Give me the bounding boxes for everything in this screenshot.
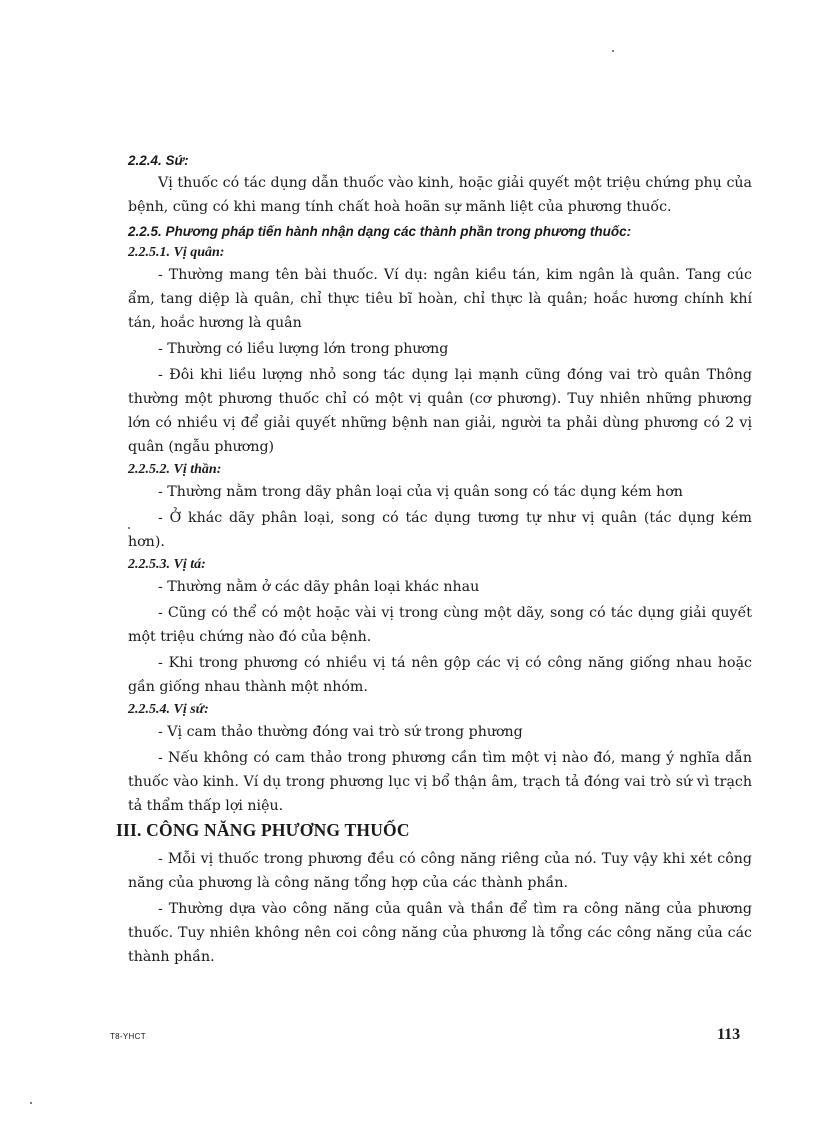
scan-speck	[612, 50, 614, 52]
section-heading-2-2-5: 2.2.5. Phương pháp tiến hành nhận dạng các thành phần trong phương thuốc:	[128, 224, 632, 239]
footer-code: T8-YHCT	[110, 1032, 146, 1041]
paragraph: - Thường mang tên bài thuốc. Ví dụ: ngân kiều tán, kim ngân là quân. Tang cúc ẩm, tang diệp là quân, chỉ thực tiêu bĩ hoàn, chỉ thực là quân; hoắc hương chính khí tán, hoắc hương là quân	[128, 267, 752, 331]
paragraph: - Ở khác dãy phân loại, song có tác dụng tương tự như vị quân (tác dụng kém hơn).	[128, 510, 752, 550]
paragraph: - Nếu không có cam thảo trong phương cần tìm một vị nào đó, mang ý nghĩa dẫn thuốc vào kinh. Ví dụ trong phương lục vị bổ thận âm, trạch tả đóng vai trò sứ vì trạch tả thẩm thấp lợi niệu.	[128, 750, 752, 814]
section-heading-2-2-5-1: 2.2.5.1. Vị quân:	[128, 245, 225, 260]
paragraph: - Thường nằm trong dãy phân loại của vị quân song có tác dụng kém hơn	[158, 484, 683, 500]
section-heading-2-2-5-2: 2.2.5.2. Vị thần:	[128, 462, 222, 477]
section-heading-2-2-4: 2.2.4. Sứ:	[128, 153, 189, 168]
paragraph: - Cũng có thể có một hoặc vài vị trong cùng một dãy, song có tác dụng giải quyết một triệu chứng nào đó của bệnh.	[128, 605, 752, 645]
page-number: 113	[717, 1026, 741, 1043]
document-body	[116, 150, 752, 971]
paragraph: - Thường có liều lượng lớn trong phương	[158, 341, 449, 357]
section-heading-2-2-5-3: 2.2.5.3. Vị tá:	[128, 557, 206, 572]
paragraph: Vị thuốc có tác dụng dẫn thuốc vào kinh, hoặc giải quyết một triệu chứng phụ của bệnh, cũng có khi mang tính chất hoà hoãn sự mãnh liệt của phương thuốc.	[128, 175, 752, 215]
scan-speck	[30, 1102, 32, 1104]
paragraph: - Đôi khi liều lượng nhỏ song tác dụng lại mạnh cũng đóng vai trò quân Thông thường một phương thuốc chỉ có một vị quân (cơ phương). Tuy nhiên những phương lớn có nhiều vị để giải quyết những bệnh nan giải, người ta phải dùng phương có 2 vị quân (ngẫu phương)	[128, 367, 752, 455]
paragraph: - Mỗi vị thuốc trong phương đều có công năng riêng của nó. Tuy vậy khi xét công năng của phương là công năng tổng hợp của các thành phần.	[128, 851, 752, 891]
paragraph: - Thường dựa vào công năng của quân và thần để tìm ra công năng của phương thuốc. Tuy nhiên không nên coi công năng của phương là tổng các công năng của các thành phần.	[128, 901, 752, 965]
section-heading-2-2-5-4: 2.2.5.4. Vị sứ:	[128, 702, 209, 717]
paragraph: - Thường nằm ở các dãy phân loại khác nhau	[158, 579, 480, 595]
paragraph: - Vị cam thảo thường đóng vai trò sứ trong phương	[158, 724, 523, 740]
main-heading: III. CÔNG NĂNG PHƯƠNG THUỐC	[116, 820, 410, 840]
paragraph: - Khi trong phương có nhiều vị tá nên gộp các vị có công năng giống nhau hoặc gần giống nhau thành một nhóm.	[128, 655, 752, 695]
